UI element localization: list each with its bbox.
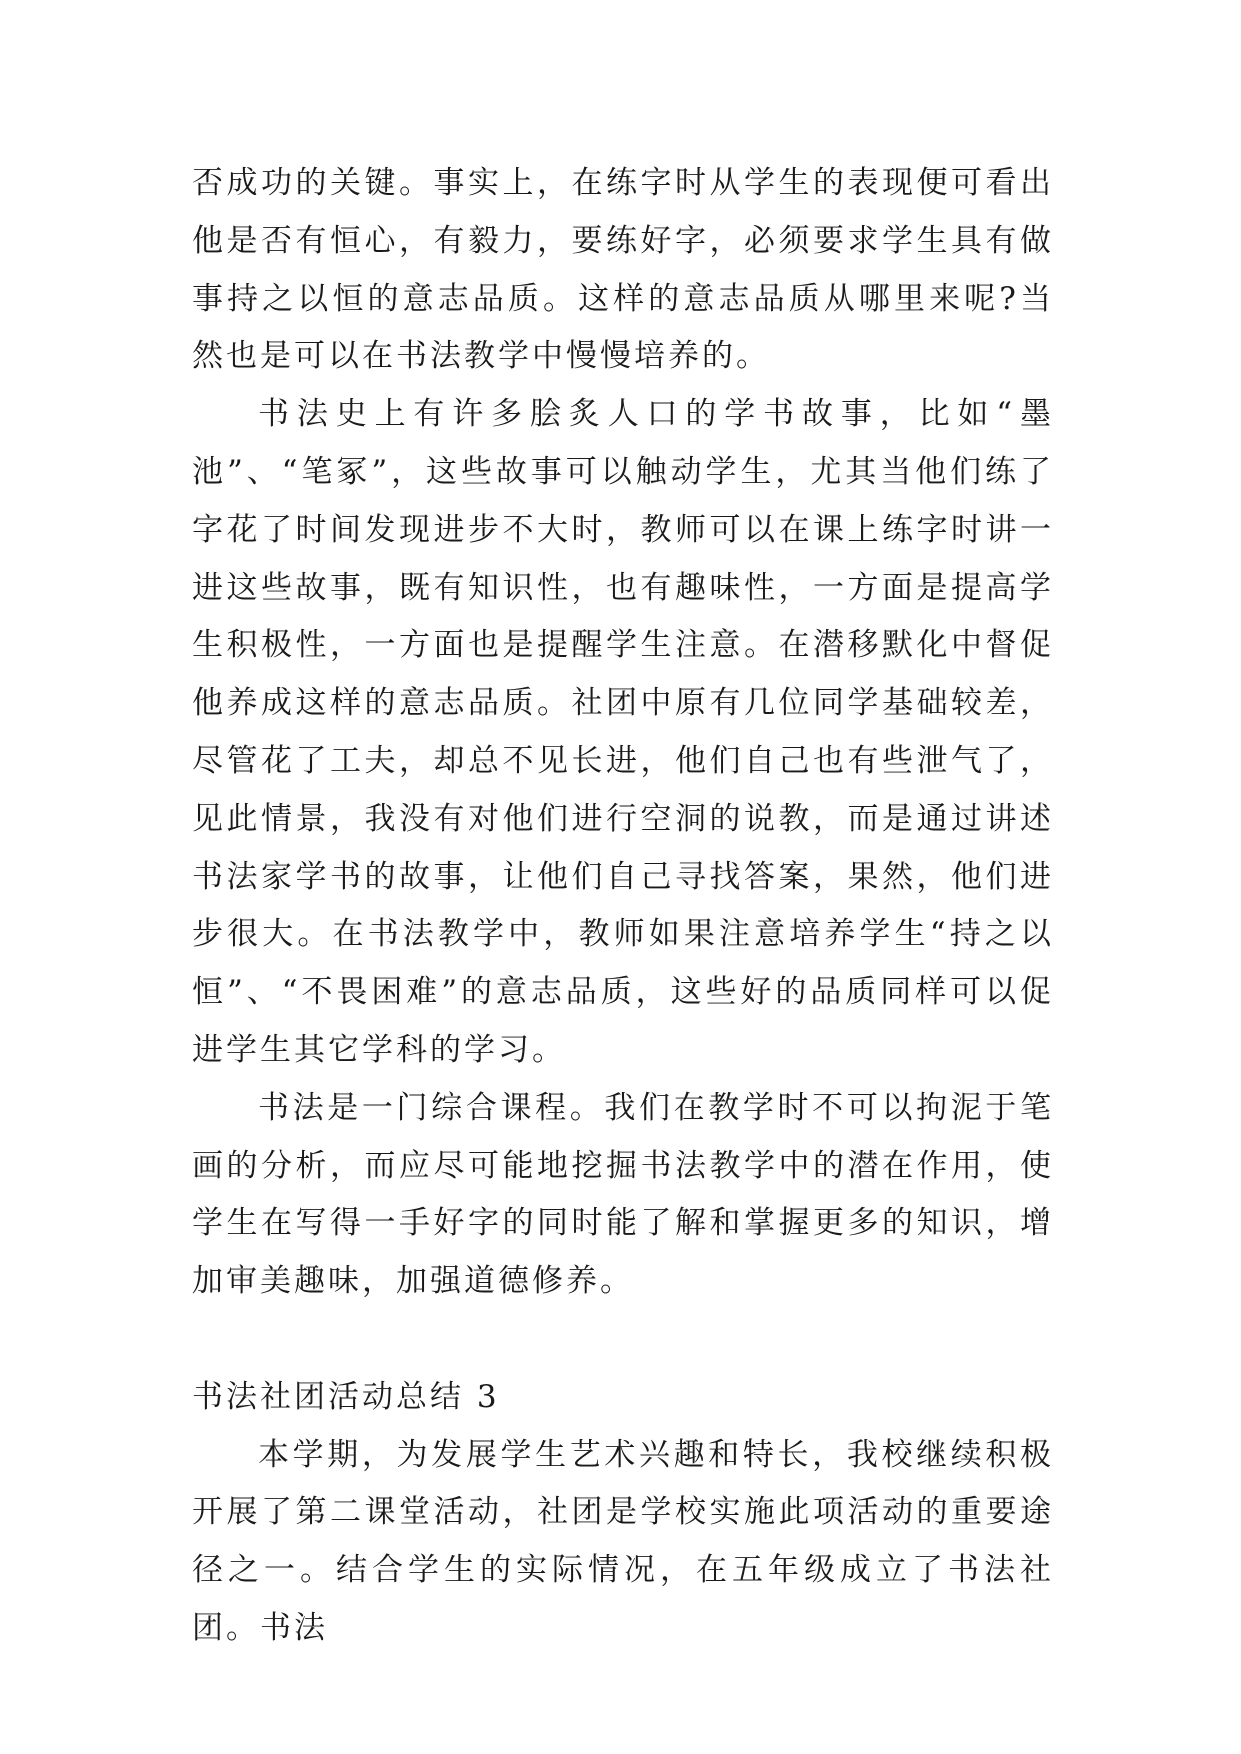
section-heading: 书法社团活动总结 3	[192, 1378, 500, 1415]
document-body	[192, 155, 1054, 1658]
paragraph-comprehensive: 书法是一门综合课程。我们在教学时不可以拘泥于笔画的分析，而应尽可能地挖掘书法教学中的潜在作用，使学生在写得一手好字的同时能了解和掌握更多的知识，增加审美趣味，加强道德修养。	[192, 1089, 1054, 1300]
paragraph-stories: 书法史上有许多脍炙人口的学书故事，比如“墨池”、“笔冢”，这些故事可以触动学生，尤其当他们练了字花了时间发现进步不大时，教师可以在课上练字时讲一进这些故事，既有知识性，也有趣味性，一方面是提高学生积极性，一方面也是提醒学生注意。在潜移默化中督促他养成这样的意志品质。社团中原有几位同学基础较差，尽管花了工夫，却总不见长进，他们自己也有些泄气了，见此情景，我没有对他们进行空洞的说教，而是通过讲述书法家学书的故事，让他们自己寻找答案，果然，他们进步很大。在书法教学中，教师如果注意培养学生“持之以恒”、“不畏困难”的意志品质，这些好的品质同样可以促进学生其它学科的学习。	[192, 396, 1054, 1068]
paragraph-continued: 否成功的关键。事实上，在练字时从学生的表现便可看出他是否有恒心，有毅力，要练好字，必须要求学生具有做事持之以恒的意志品质。这样的意志品质从哪里来呢?当然也是可以在书法教学中慢慢培养的。	[192, 165, 1054, 375]
paragraph-section-intro: 本学期，为发展学生艺术兴趣和特长，我校继续积极开展了第二课堂活动，社团是学校实施此项活动的重要途径之一。结合学生的实际情况，在五年级成立了书法社团。书法	[192, 1436, 1054, 1646]
